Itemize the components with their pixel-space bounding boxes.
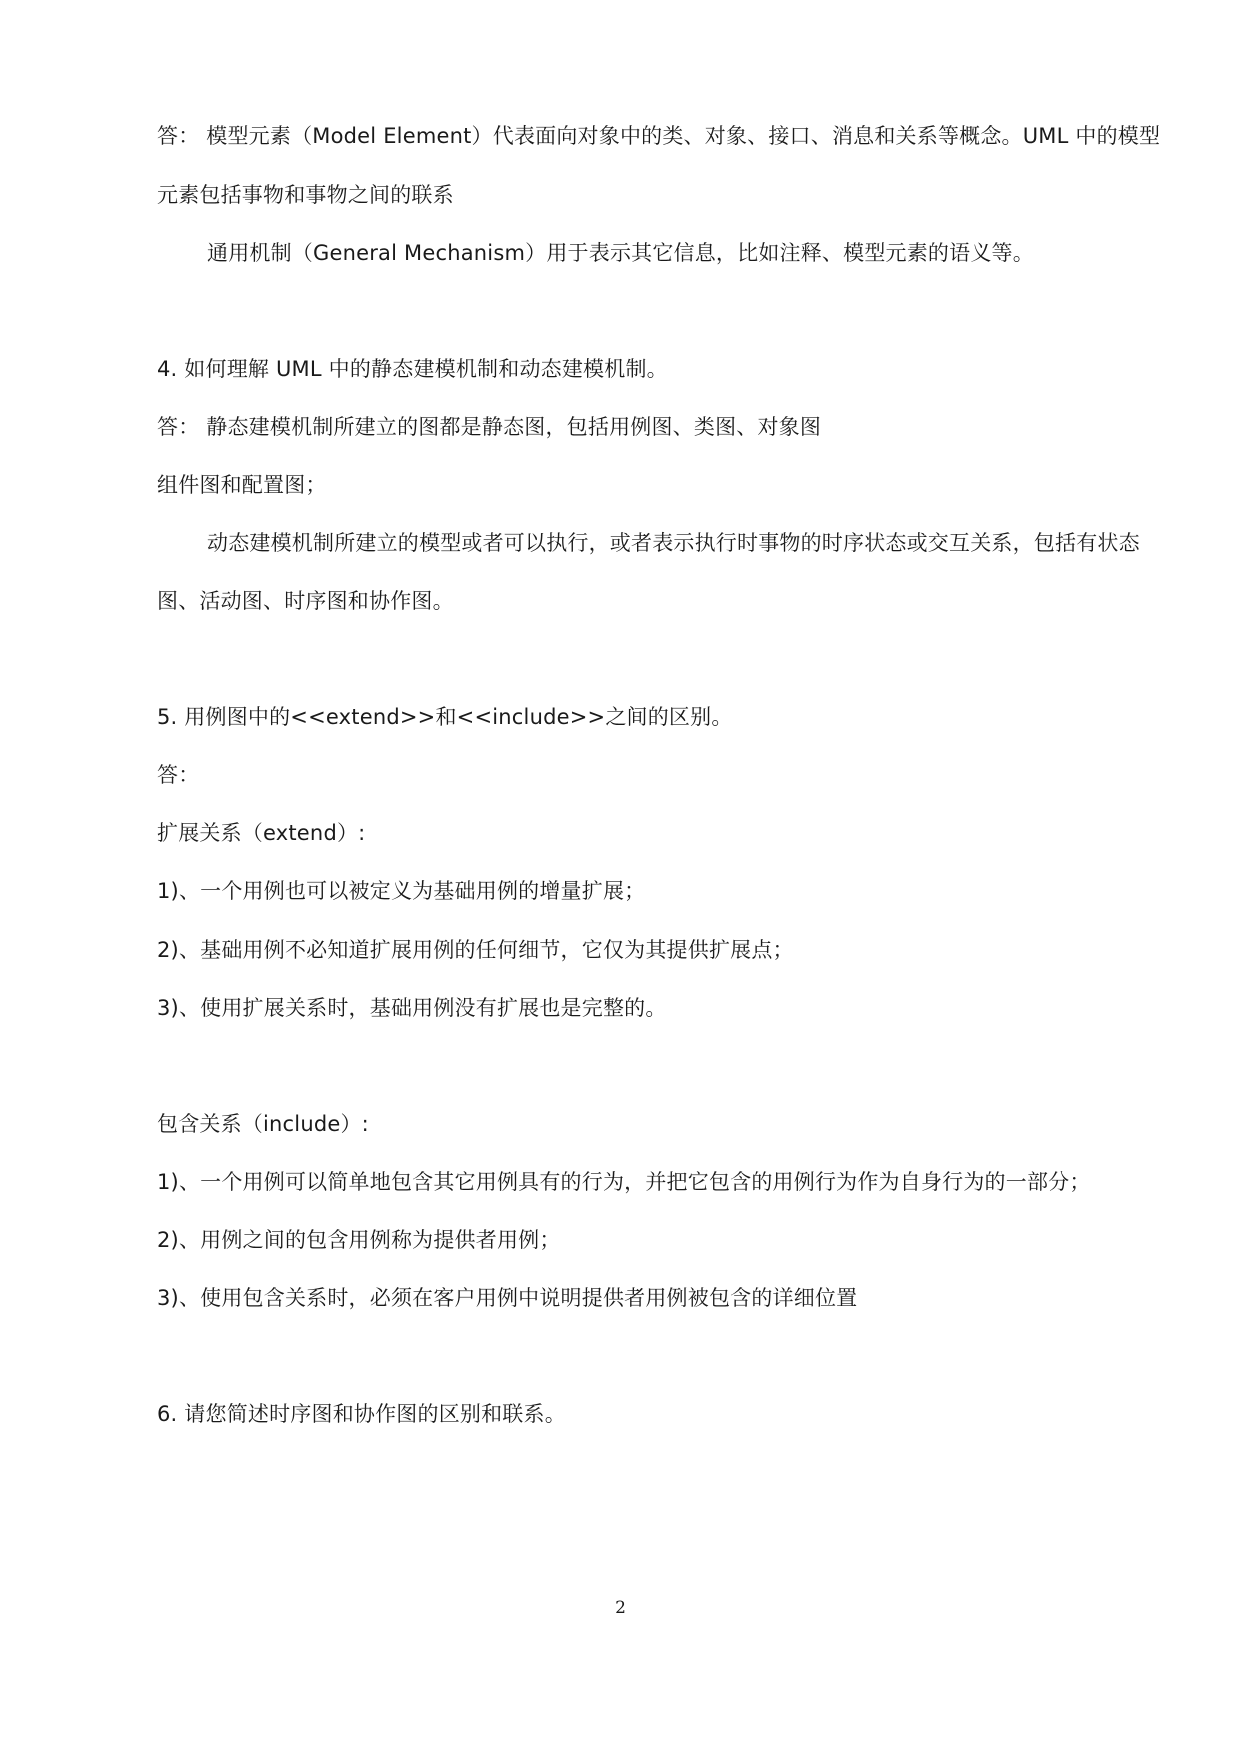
include-item-3: 3)、使用包含关系时，必须在客户用例中说明提供者用例被包含的详细位置 (157, 1286, 858, 1310)
extend-item-2: 2)、基础用例不必知道扩展用例的任何细节，它仅为其提供扩展点； (157, 938, 794, 962)
answer-3-line-2: 元素包括事物和事物之间的联系 (157, 183, 454, 207)
page-number: 2 (615, 1598, 626, 1618)
extend-item-3: 3)、使用扩展关系时，基础用例没有扩展也是完整的。 (157, 996, 667, 1020)
answer-5-label: 答： (157, 763, 200, 787)
include-item-1: 1)、一个用例可以简单地包含其它用例具有的行为，并把它包含的用例行为作为自身行为的一部分； (157, 1170, 1091, 1194)
question-6: 6. 请您简述时序图和协作图的区别和联系。 (157, 1402, 566, 1426)
answer-4-line-2: 组件图和配置图； (157, 473, 327, 497)
answer-3-line-1: 答： 模型元素（Model Element）代表面向对象中的类、对象、接口、消息和关系等概念。UML 中的模型 (157, 124, 1161, 148)
question-4: 4. 如何理解 UML 中的静态建模机制和动态建模机制。 (157, 357, 668, 381)
include-item-2: 2)、用例之间的包含用例称为提供者用例； (157, 1228, 561, 1252)
answer-4-line-4: 图、活动图、时序图和协作图。 (157, 589, 454, 613)
extend-heading: 扩展关系（extend）: (157, 821, 366, 845)
answer-3-line-3: 通用机制（General Mechanism）用于表示其它信息，比如注释、模型元素的语义等。 (207, 241, 1034, 265)
answer-4-line-3: 动态建模机制所建立的模型或者可以执行，或者表示执行时事物的时序状态或交互关系，包括有状态 (207, 531, 1140, 555)
extend-item-1: 1)、一个用例也可以被定义为基础用例的增量扩展； (157, 879, 646, 903)
include-heading: 包含关系（include）: (157, 1112, 369, 1136)
question-5: 5. 用例图中的<<extend>>和<<include>>之间的区别。 (157, 705, 733, 729)
answer-4-line-1: 答： 静态建模机制所建立的图都是静态图，包括用例图、类图、对象图 (157, 415, 822, 439)
